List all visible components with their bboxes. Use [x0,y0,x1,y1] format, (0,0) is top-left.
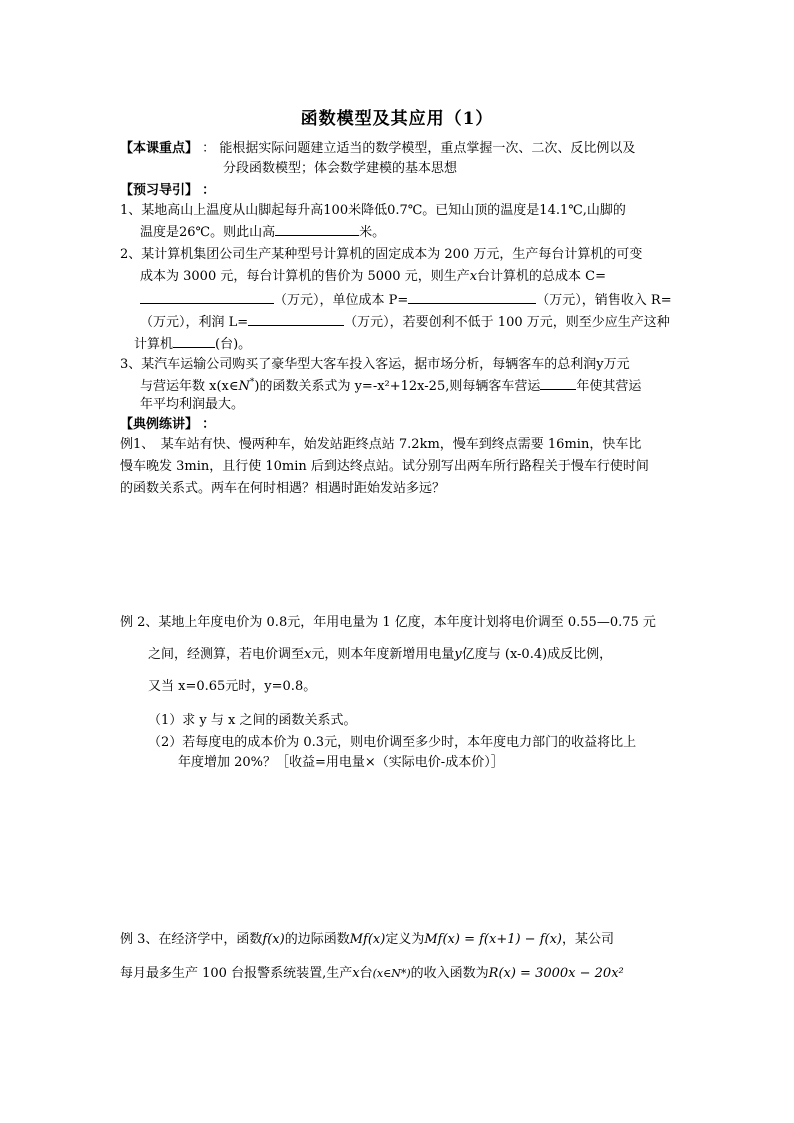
ex3-text-c: 定义为 [385,932,425,947]
ex3-text-a: 例 3、在经济学中，函数 [120,932,263,947]
ex3-text-f: 台 [359,966,373,981]
q1-text-a: 温度是26℃。则此山高 [140,225,276,240]
ex3-line-2 [120,965,624,983]
q3-set-n: N [238,379,250,394]
ex2-text-a: 之间，经测算，若电价调至 [148,647,305,662]
ex3-text-g: 的收入函数为 [410,966,489,981]
q2-quantity-blank[interactable] [173,334,215,348]
ex2-line-2 [148,646,612,664]
ex2-sub-1: （1）求 y 与 x 之间的函数关系式。 [148,713,357,728]
q2-line-2 [140,268,606,286]
q2-text-b: 台计算机的总成本 C= [477,269,607,284]
page-title: 函数模型及其应用（1） [300,109,494,129]
ex3-line-1 [120,931,614,949]
keypoint-line-1 [120,140,635,158]
q3-years-blank[interactable] [540,376,576,390]
ex1-line-1: 例1、 某车站有快、慢两种车，始发站距终点站 7.2km，慢车到终点需要 16min，快车比 [120,437,642,452]
q3-text-c: 年使其营运 [576,379,642,394]
ex2-line-1: 例 2、某地上年度电价为 0.8元，年用电量为 1 亿度，本年度计划将电价调至 0.55—0.75 元 [120,615,656,630]
q2-text-g: 计算机 [134,337,174,352]
q3-line-3: 年平均利润最大。 [140,397,245,412]
keypoint-text-2: 分段函数模型；体会数学建模的基本思想 [223,161,458,176]
ex2-text-b: 元，则本年度新增用电量 [311,647,455,662]
ex1-line-3: 的函数关系式。两车在何时相遇？相遇时距始发站多远？ [120,481,446,496]
q1-text-b: 米。 [359,225,386,240]
q2-unit-cost-blank[interactable] [408,290,536,304]
preview-heading [120,182,215,200]
keypoint-colon: ： [202,141,216,156]
q2-text-h: (台)。 [215,337,252,352]
ex3-condition: (x∈N*) [372,967,411,980]
ex2-line-3: 又当 x=0.65元时，y=0.8。 [148,679,317,694]
q2-cost-blank[interactable] [140,290,274,304]
examples-label: 【典例练讲】 [120,417,199,432]
ex2-var-x: x [304,647,312,662]
ex3-func-f: f(x) [262,932,285,947]
q3-text-a: 与营运年数 x(x∈ [140,379,239,394]
ex1-line-2: 慢车晚发 3min，且行使 10min 后到达终点站。试分别写出两车所行路程关于慢车行使时间 [120,459,649,474]
q2-text-f: （万元），若要创利不低于 100 万元，则至少应生产这种 [344,315,670,330]
q3-line-2 [140,376,641,396]
q2-line-5 [134,334,251,354]
q2-text-c: （万元），单位成本 P= [274,293,409,308]
q1-line-2 [140,222,385,242]
q2-var-x: x [469,269,478,284]
q3-line-1: 3、某汽车运输公司购买了豪华型大客车投入客运，据市场分析，每辆客车的总利润y万元 [120,357,630,372]
ex2-sub-2-cont: 年度增加 20%？［收益=用电量×（实际电价-成本价）］ [178,755,504,770]
ex3-text-e: 每月最多生产 100 台报警系统装置,生产 [120,966,353,981]
ex3-var-x: x [352,966,360,981]
ex3-revenue-function: R(x) = 3000x − 20x² [488,966,624,981]
ex3-func-mf: Mf(x) [349,932,386,947]
ex3-text-b: 的边际函数 [284,932,350,947]
q2-text-a: 成本为 3000 元，每台计算机的售价为 5000 元，则生产 [140,269,470,284]
q2-text-d: （万元），销售收入 R= [536,293,672,308]
q1-answer-blank[interactable] [275,222,359,236]
ex2-text-c: 亿度与 (x-0.4)成反比例， [461,647,613,662]
examples-heading [120,416,215,434]
preview-label: 【预习导引】 [120,183,199,198]
ex3-text-d: ，某公司 [562,932,615,947]
q2-line-1: 2、某计算机集团公司生产某种型号计算机的固定成本为 200 万元，生产每台计算机的可变 [120,247,643,262]
q1-line-1: 1、某地高山上温度从山脚起每升高100米降低0.7℃。已知山顶的温度是14.1℃,山脚的 [120,203,626,218]
ex2-sub-2: （2）若每度电的成本价为 0.3元，则电价调至多少时，本年度电力部门的收益将比上 [148,735,637,750]
q3-text-b: )的函数关系式为 y=-x²+12x-25,则每辆客车营运 [254,379,541,394]
keypoint-label: 【本课重点】 [120,141,199,156]
q2-profit-blank[interactable] [248,312,344,326]
ex3-definition: Mf(x) = f(x+1) − f(x) [424,932,562,947]
q2-line-3 [140,290,672,310]
keypoint-text-1: 能根据实际问题建立适当的数学模型，重点掌握一次、二次、反比例以及 [219,141,636,156]
preview-colon: ： [202,183,216,198]
q2-line-4 [140,312,670,332]
q3-set-sup: * [249,377,255,388]
examples-colon: ： [202,417,216,432]
ex2-var-y: y [454,647,462,662]
q2-text-e: （万元），利润 L= [140,315,249,330]
